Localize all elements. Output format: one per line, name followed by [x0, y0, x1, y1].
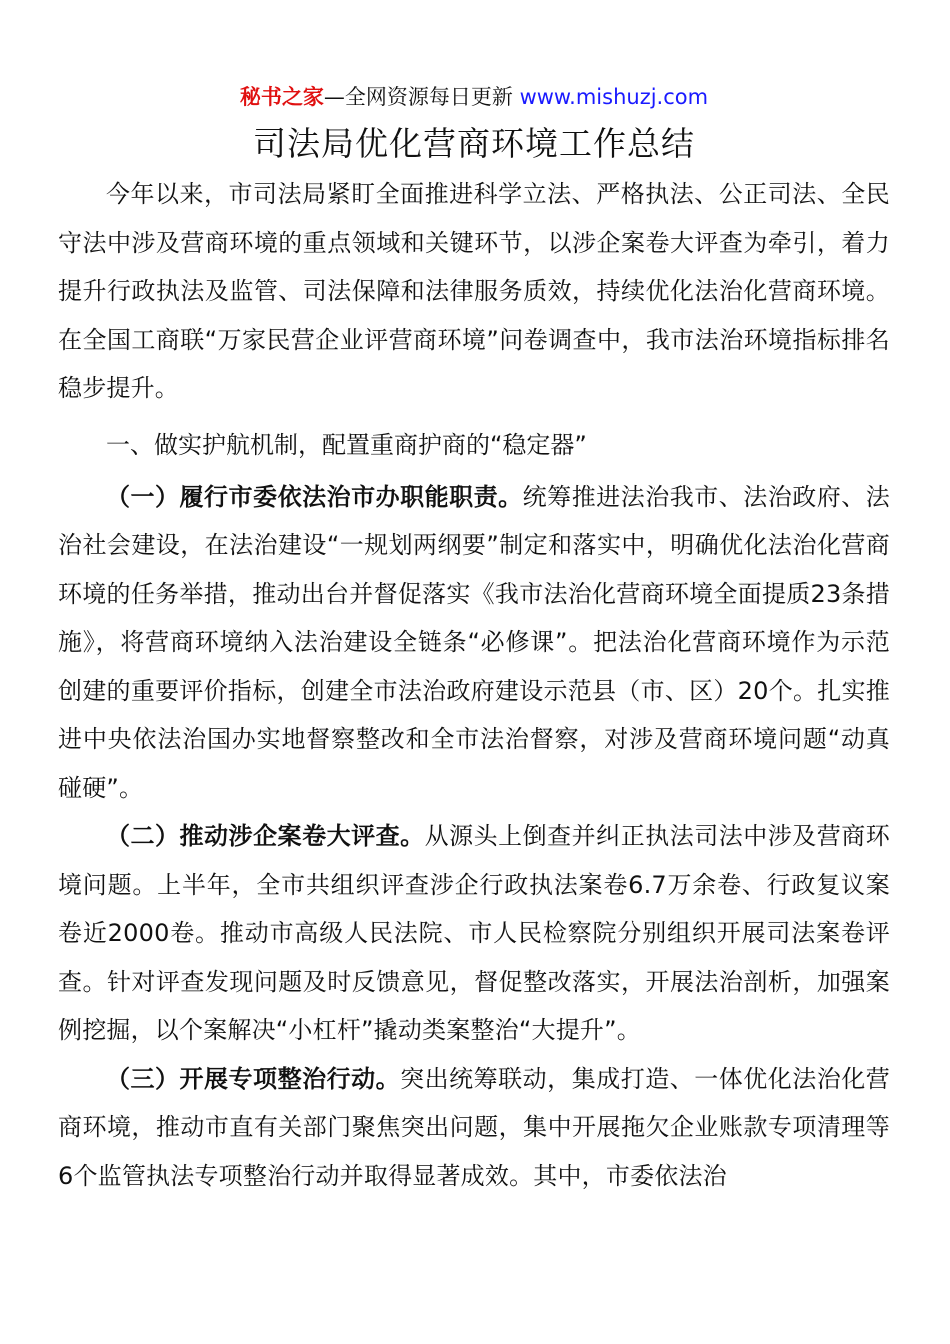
site-banner — [58, 0, 890, 110]
banner-brand: 秘书之家 — [239, 85, 324, 109]
intro-paragraph: 今年以来，市司法局紧盯全面推进科学立法、严格执法、公正司法、全民守法中涉及营商环境的重点领域和关键环节，以涉企案卷大评查为牵引，着力提升行政执法及监管、司法保障和法律服务质效，持续优化法治化营商环境。在全国工商联“万家民营企业评营商环境”问卷调查中，我市法治环境指标排名稳步提升。 — [58, 180, 890, 402]
item-paragraph — [58, 1055, 890, 1201]
item-paragraph — [58, 812, 890, 1055]
banner-slogan: —全网资源每日更新 — [323, 85, 513, 109]
item-text: 统筹推进法治我市、法治政府、法治社会建设，在法治建设“一规划两纲要”制定和落实中，明确优化法治化营商环境的任务举措，推动出台并督促落实《我市法治化营商环境全面提质23条措施》，将营商环境纳入法治建设全链条“必修课”。把法治化营商环境作为示范创建的重要评价指标，创建全市法治政府建设示范县（市、区）20个。扎实推进中央依法治国办实地督察整改和全市法治督察，对涉及营商环境问题“动真碰硬”。 — [58, 482, 891, 802]
item-lead: （三）开展专项整治行动。 — [106, 1064, 401, 1093]
item-lead: （二）推动涉企案卷大评查。 — [106, 822, 425, 850]
document-title: 司法局优化营商环境工作总结 — [253, 124, 695, 163]
item-lead: （一）履行市委依法治市办职能职责。 — [106, 482, 523, 511]
item-text: 突出统筹联动，集成打造、一体优化法治化营商环境，推动市直有关部门聚焦突出问题，集中开展拖欠企业账款专项清理等6个监管执法专项整治行动并取得显著成效。其中，市委依法治 — [58, 1064, 891, 1190]
banner-url-link[interactable]: www.mishuzj.com — [519, 85, 709, 109]
item-text: 从源头上倒查并纠正执法司法中涉及营商环境问题。上半年，全市共组织评查涉企行政执法案卷6.7万余卷、行政复议案卷近2000卷。推动市高级人民法院、市人民检察院分别组织开展司法案卷评查。针对评查发现问题及时反馈意见，督促整改落实，开展法治剖析，加强案例挖掘，以个案解决“小杠杆”撬动类案整治“大提升”。 — [58, 822, 890, 1044]
section-heading: 一、做实护航机制，配置重商护商的“稳定器” — [106, 430, 587, 459]
document-body — [58, 170, 890, 1200]
item-paragraph — [58, 473, 890, 813]
